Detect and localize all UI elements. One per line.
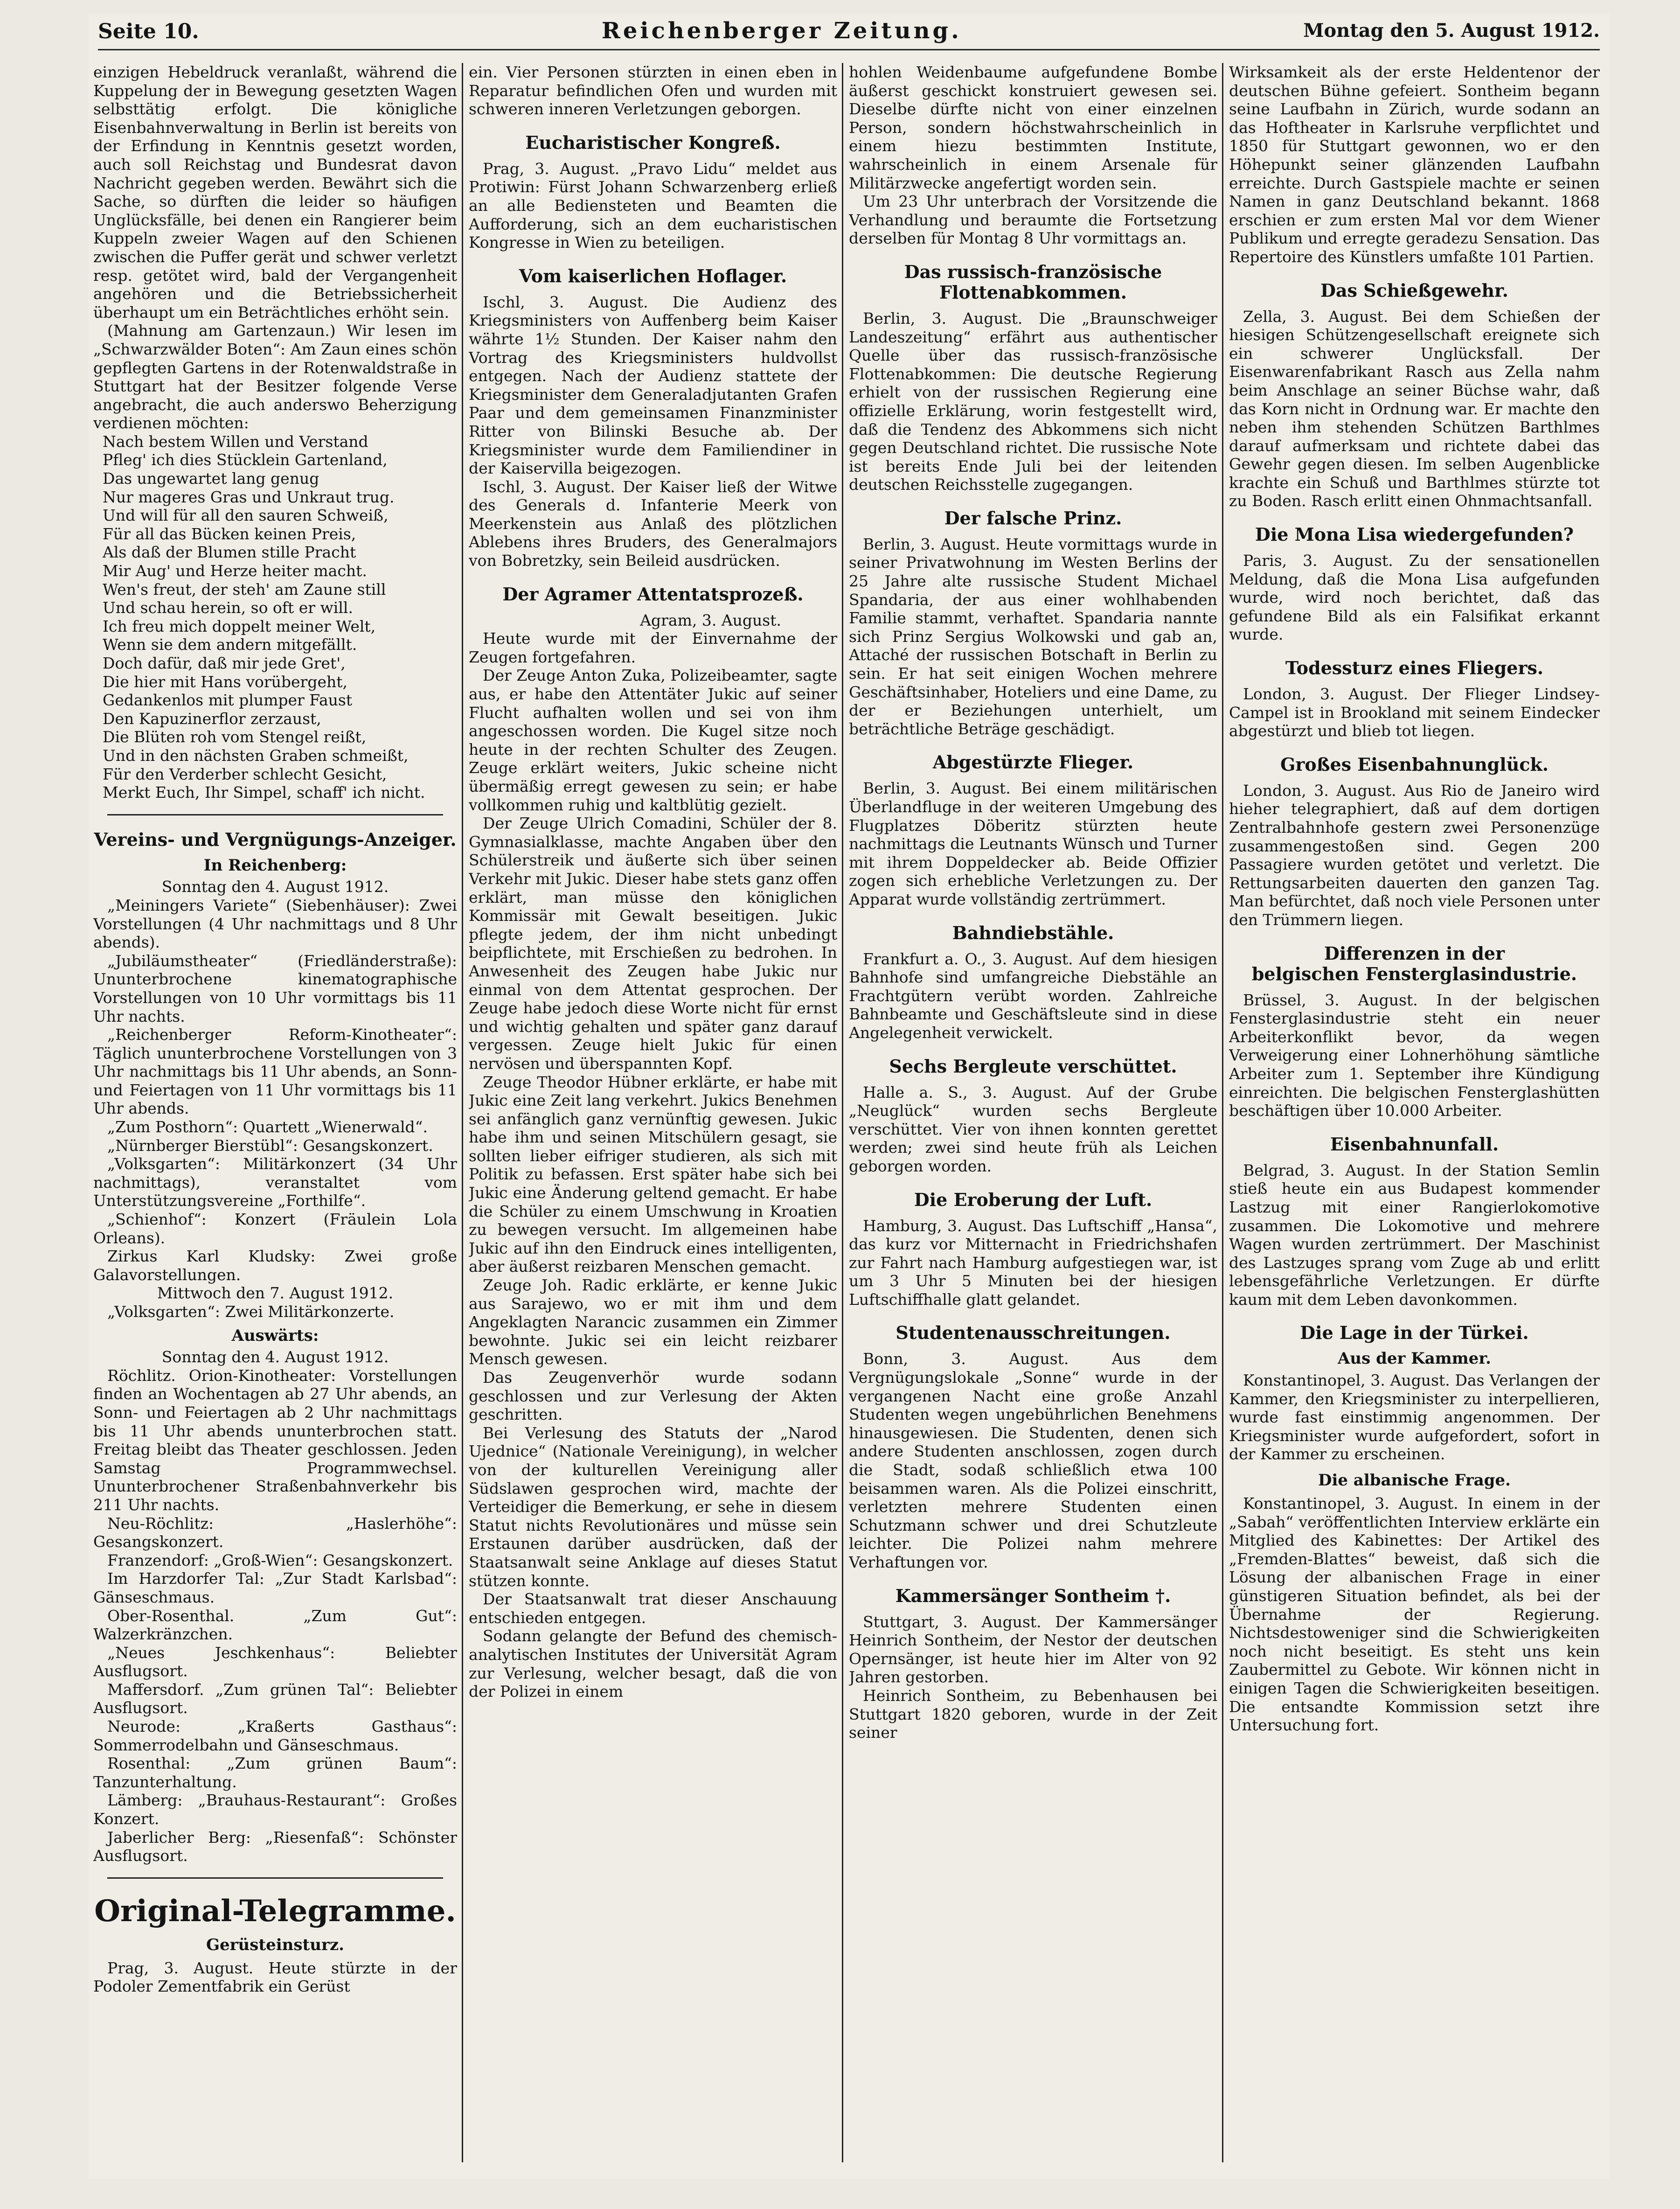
section-divider: [107, 1877, 443, 1879]
article-paragraph: Konstantinopel, 3. August. In einem in der „Sabah“ veröffentlichten Interview erklärte ein Mitglied des Kabinettes: Der Artikel des „Fremden-Blattes“ beweist, daß sich die Lösung der albanischen Frage in einer günstigeren Situation befindet, als bei der Übernahme der Regierung. Nichtsdestoweniger sind die Schwierigkeiten noch nicht beseitigt. Es steht uns kein Zaubermittel zu Gebote. Wir können nicht in einigen Tagen die Schwierigkeiten beseitigen. Die entsandte Kommission setzt ihre Untersuchung fort.: [1229, 1494, 1600, 1735]
poem-line: Mir Aug' und Herze heiter macht.: [103, 562, 367, 580]
article-heading: belgischen Fensterglasindustrie.: [1251, 963, 1577, 984]
column-rule: [462, 63, 463, 2162]
subsection-heading: In Reichenberg:: [203, 856, 347, 875]
event-entry: „Nürnberger Bierstübl“: Gesangskonzert.: [107, 1136, 433, 1155]
newspaper-page: [89, 14, 1609, 2179]
article-heading: Der falsche Prinz.: [944, 507, 1122, 529]
article-heading: Die albanische Frage.: [1318, 1471, 1511, 1490]
article-heading: Vom kaiserlichen Hoflager.: [519, 265, 787, 286]
article-paragraph: Zeuge Joh. Radic erklärte, er kenne Jukic aus Sarajewo, wo er mit ihm und dem Angeklagten Narancic zusammen ein Zimmer bewohnte. Jukic sei ein leicht reizbarer Mensch gewesen.: [469, 1276, 837, 1368]
poem-line: Das ungewartet lang genug: [103, 469, 319, 488]
page-header: [98, 14, 1600, 50]
article-paragraph: Bonn, 3. August. Aus dem Vergnügungslokale „Sonne“ wurde in der vergangenen Nacht eine große Anzahl Studenten wegen ungebührlichen Benehmens hinausgewiesen. Die Studenten, denen sich andere Studenten anschlossen, zogen durch die Stadt, sodaß schließlich etwa 100 beisammen waren. Als die Polizei einschritt, verletzten mehrere Studenten einen Schutzmann schwer und drei Schutzleute leichter. Die Polizei nahm mehrere Verhaftungen vor.: [849, 1350, 1217, 1571]
article-paragraph: Prag, 3. August. „Pravo Lidu“ meldet aus Protiwin: Fürst Johann Schwarzenberg erließ an alle Bediensteten und Beamten die Aufforderung, sich an dem eucharistischen Kongresse in Wien zu beteiligen.: [469, 159, 837, 252]
event-entry: „Jubiläumstheater“ (Friedländerstraße): Ununterbrochene kinematographische Vorstellungen von 10 Uhr vormittags bis 11 Uhr nachts.: [93, 951, 457, 1025]
event-entry: „Neues Jeschkenhaus“: Beliebter Ausflugsort.: [93, 1643, 457, 1680]
poem-line: Merkt Euch, Ihr Simpel, schaff' ich nicht.: [103, 783, 425, 802]
subsection-heading: Aus der Kammer.: [1337, 1349, 1492, 1368]
event-entry: „Volksgarten“: Zwei Militärkonzerte.: [107, 1303, 395, 1321]
poem-line: Die hier mit Hans vorübergeht,: [103, 672, 347, 691]
page-number: Seite 10.: [98, 20, 199, 43]
event-entry: „Reichenberger Reform-Kinotheater“: Täglich ununterbrochene Vorstellungen von 3 Uhr nachmittags bis 11 Uhr abends, an Sonn- und Feiertagen von 11 Uhr vormittags bis 11 Uhr abends.: [93, 1025, 457, 1118]
event-entry: Ober-Rosenthal. „Zum Gut“: Walzerkränzchen.: [93, 1606, 457, 1644]
event-entry: „Schienhof“: Konzert (Fräulein Lola Orleans).: [93, 1210, 457, 1247]
event-date: Mittwoch den 7. August 1912.: [157, 1284, 394, 1303]
event-entry: Lämberg: „Brauhaus-Restaurant“: Großes Konzert.: [93, 1791, 457, 1828]
article-heading: Kammersänger Sontheim †.: [895, 1585, 1171, 1606]
column-rule: [842, 63, 843, 2162]
article-paragraph: Zella, 3. August. Bei dem Schießen der hiesigen Schützengesellschaft ereignete sich ein schwerer Unglücksfall. Der Eisenwarenfabrikant Rasch aus Zella nahm beim Anschlage an seiner Büchse wahr, daß das Korn nicht in Ordnung war. Er machte den neben ihm stehenden Schützen Barthlmes darauf aufmerksam und richtete dabei das Gewehr gegen diesen. Im selben Augenblicke krachte ein Schuß und Barthlmes stürzte tot zu Boden. Rasch erlitt einen Ohnmachtsanfall.: [1229, 307, 1600, 510]
event-entry: Zirkus Karl Kludsky: Zwei große Galavorstellungen.: [93, 1247, 457, 1284]
poem-line: Ich freu mich doppelt meiner Welt,: [103, 617, 376, 635]
article-paragraph: (Mahnung am Gartenzaun.) Wir lesen im „Schwarzwälder Boten“: Am Zaun eines schön gepflegten Gartens in der Rotenwaldstraße in Stuttgart hat der Besitzer folgende Verse angebracht, die auch anderswo Beherzigung verdienen möchten:: [93, 321, 457, 432]
poem-line: Pfleg' ich dies Stücklein Gartenland,: [103, 451, 388, 469]
article-paragraph: Prag, 3. August. Heute stürzte in der Podoler Zementfabrik ein Gerüst: [93, 1958, 457, 1996]
article-paragraph: London, 3. August. Aus Rio de Janeiro wird hieher telegraphiert, daß auf dem dortigen Zentralbahnhofe gestern zwei Personenzüge zusammengestoßen sind. Gegen 200 Passagiere wurden getötet und verletzt. Die Rettungsarbeiten dauerten den ganzen Tag. Man befürchtet, daß noch viele Personen unter den Trümmern liegen.: [1229, 781, 1600, 929]
poem-line: Die Blüten roh vom Stengel reißt,: [103, 728, 367, 746]
article-paragraph: London, 3. August. Der Flieger Lindsey-Campel ist in Brookland mit seinem Eindecker abgestürzt und blieb tot liegen.: [1229, 685, 1600, 740]
poem-line: Gedankenlos mit plumper Faust: [103, 691, 353, 710]
event-entry: Röchlitz. Orion-Kinotheater: Vorstellungen finden an Wochentagen ab 27 Uhr abends, an Sonn- und Feiertagen ab 2 Uhr nachmittags bis 11 Uhr abends ununterbrochen statt. Freitag bleibt das Theater geschlossen. Jeden Samstag Programmwechsel. Ununterbrochener Straßenbahnverkehr bis 211 Uhr nachts.: [93, 1366, 457, 1514]
section-divider: [107, 814, 443, 815]
poem-line: Wenn sie dem andern mitgefällt.: [103, 635, 357, 654]
article-heading: Eucharistischer Kongreß.: [525, 132, 781, 153]
masthead-title: Reichenberger Zeitung.: [602, 18, 962, 44]
event-entry: „Volksgarten“: Militärkonzert (34 Uhr nachmittags), veranstaltet vom Unterstützungsvereine „Forthilfe“.: [93, 1155, 457, 1210]
article-heading: Studentenausschreitungen.: [896, 1322, 1171, 1344]
article-paragraph: einzigen Hebeldruck veranlaßt, während die Kuppelung der in Bewegung gesetzten Wagen selbsttätig erfolgt. Die königliche Eisenbahnverwaltung in Berlin ist bereits von der Erfindung in Kenntnis gesetzt worden, auch soll Reichstag und Bundesrat davon Nachricht gegeben werden. Bewährt sich die Sache, so dürften die leider so häufigen Unglücksfälle, bei denen ein Rangierer beim Kuppeln zweier Wagen auf den Schienen zwischen die Puffer gerät und schwer verletzt resp. getötet wird, bald der Vergangenheit angehören und die Betriebssicherheit überhaupt um ein Beträchtliches erhöht sein.: [93, 63, 457, 321]
article-paragraph: Belgrad, 3. August. In der Station Semlin stieß heute ein aus Budapest kommender Lastzug mit einer Rangierlokomotive zusammen. Die Lokomotive und mehrere Wagen wurden zertrümmert. Der Maschinist des Lastzuges sprang vom Zuge ab und erlitt lebensgefährliche Verletzungen. Er dürfte kaum mit dem Leben davonkommen.: [1229, 1161, 1600, 1309]
article-paragraph: Der Zeuge Ulrich Comadini, Schüler der 8. Gymnasialklasse, machte Angaben über den Schülerstreik und äußerte sich über seinen Verkehr mit Jukic. Dieser habe stets ganz offen erklärt, man müsse den königlichen Kommissär mit Gewalt beseitigen. Jukic pflegte jedem, der ihm nicht unbedingt beipflichtete, mit Erschießen zu bedrohen. In Anwesenheit des Zeugen habe Jukic nur einmal von dem Attentat gesprochen. Der Zeuge habe jedoch diese Worte nicht für ernst und wichtig gehalten und später ganz darauf vergessen. Zeuge hielt Jukic für einen nervösen und überspannten Kopf.: [469, 814, 837, 1073]
event-entry: Im Harzdorfer Tal: „Zur Stadt Karlsbad“: Gänseschmaus.: [93, 1569, 457, 1606]
article-paragraph: ein. Vier Personen stürzten in einen eben in Reparatur befindlichen Ofen und wurden mit schweren inneren Verletzungen geborgen.: [469, 63, 837, 118]
article-paragraph: Paris, 3. August. Zu der sensationellen Meldung, daß die Mona Lisa aufgefunden wurde, wird noch berichtet, daß das gefundene Bild als ein Falsifikat erkannt wurde.: [1229, 551, 1600, 644]
article-heading: Gerüsteinsturz.: [206, 1935, 345, 1954]
article-paragraph: Berlin, 3. August. Heute vormittags wurde in seiner Privatwohnung im Westen Berlins der 25 Jahre alte russische Student Michael Spandaria, der aus einer wohlhabenden Familie stammt, verhaftet. Spandaria nannte sich Prinz Sergius Wolkowski und gab an, Attaché der russischen Botschaft in Berlin zu sein. Er hat seit einigen Wochen mehrere Geschäftsinhaber, Hoteliers und eine Dame, zu der er Beziehungen unterhielt, um beträchtliche Beträge geschädigt.: [849, 535, 1217, 738]
column-1: [93, 63, 457, 2153]
article-paragraph: Wirksamkeit als der erste Heldentenor der deutschen Bühne gefeiert. Sontheim begann seine Laufbahn in Zürich, wurde sodann an das Hoftheater in Karlsruhe verpflichtet und 1850 für Stuttgart gewonnen, wo er den Höhepunkt seiner glänzenden Laufbahn erreichte. Durch Gastspiele machte er seinen Namen in ganz Deutschland bekannt. 1868 erschien er zum ersten Mal vor dem Wiener Publikum und erregte geradezu Sensation. Das Repertoire des Künstlers umfaßte 101 Partien.: [1229, 63, 1600, 266]
article-paragraph: Berlin, 3. August. Bei einem militärischen Überlandfluge in der weiteren Umgebung des Flugplatzes Döberitz stürzten heute nachmittags die Leutnants Wünsch und Turner mit ihrem Doppeldecker ab. Beide Offizier zogen sich erhebliche Verletzungen zu. Der Apparat wurde vollständig zertrümmert.: [849, 779, 1217, 908]
event-date: Sonntag den 4. August 1912.: [161, 1348, 389, 1366]
article-paragraph: Brüssel, 3. August. In der belgischen Fensterglasindustrie steht ein neuer Arbeiterkonflikt bevor, da wegen Verweigerung einer Lohnerhöhung sämtliche Arbeiter zum 1. September ihre Kündigung einreichten. Die belgischen Fensterglashütten beschäftigen über 10.000 Arbeiter.: [1229, 990, 1600, 1120]
article-heading: Die Mona Lisa wiedergefunden?: [1255, 524, 1574, 545]
article-heading: Abgestürzte Flieger.: [932, 752, 1134, 773]
article-heading: Das russisch-französische Flottenabkommen.: [904, 261, 1162, 303]
dateline: Agram, 3. August.: [640, 611, 781, 629]
event-entry: Neurode: „Kraßerts Gasthaus“: Sommerrodelbahn und Gänseschmaus.: [93, 1717, 457, 1754]
article-heading: Eisenbahnunfall.: [1330, 1133, 1499, 1155]
column-2: [469, 63, 837, 2153]
issue-date: Montag den 5. August 1912.: [1303, 20, 1600, 42]
poem-verse: [93, 432, 457, 802]
article-paragraph: Heute wurde mit der Einvernahme der Zeugen fortgefahren.: [469, 629, 837, 666]
article-paragraph: Um 23 Uhr unterbrach der Vorsitzende die Verhandlung und beraumte die Fortsetzung derselben für Montag 8 Uhr vormittags an.: [849, 192, 1217, 248]
article-heading: Die Lage in der Türkei.: [1300, 1322, 1529, 1344]
event-entry: Rosenthal: „Zum grünen Baum“: Tanzunterhaltung.: [93, 1754, 457, 1791]
section-title: Original-Telegramme.: [94, 1893, 456, 1929]
article-paragraph: Heinrich Sontheim, zu Bebenhausen bei Stuttgart 1820 geboren, wurde in der Zeit seiner: [849, 1686, 1217, 1742]
article-heading: Der Agramer Attentatsprozeß.: [502, 583, 804, 605]
column-3: [849, 63, 1217, 2153]
article-paragraph: Berlin, 3. August. Die „Braunschweiger Landeszeitung“ erfährt aus authentischer Quelle über das russisch-französische Flottenabkommen: Die deutsche Regierung erhielt von der russischen Regierung eine offizielle Erklärung, worin festgestellt wird, daß die Tendenz des Abkommens sich nicht gegen Deutschland richtet. Die russische Note ist bereits Ende Juli bei der leitenden deutschen Reichsstelle zugegangen.: [849, 309, 1217, 494]
article-heading: Die Eroberung der Luft.: [914, 1189, 1152, 1210]
article-heading: Bahndiebstähle.: [952, 922, 1114, 943]
article-paragraph: Stuttgart, 3. August. Der Kammersänger Heinrich Sontheim, der Nestor der deutschen Opernsänger, ist heute hier im Alter von 92 Jahren gestorben.: [849, 1612, 1217, 1686]
article-paragraph: Ischl, 3. August. Der Kaiser ließ der Witwe des Generals d. Infanterie Meerk von Meerkenstein aus Anlaß des plötzlichen Ablebens ihres Bruders, des Generalmajors von Bobretzky, sein Beileid ausdrücken.: [469, 477, 837, 570]
article-paragraph: Konstantinopel, 3. August. Das Verlangen der Kammer, den Kriegsminister zu interpellieren, wurde fast einstimmig angenommen. Der Kriegsminister wurde aufgefordert, sofort in der Kammer zu erscheinen.: [1229, 1371, 1600, 1463]
poem-line: Als daß der Blumen stille Pracht: [103, 543, 356, 562]
poem-line: Für all das Bücken keinen Preis,: [103, 524, 356, 543]
article-paragraph: Das Zeugenverhör wurde sodann geschlossen und zur Verlesung der Akten geschritten.: [469, 1368, 837, 1424]
article-paragraph: Halle a. S., 3. August. Auf der Grube „Neuglück“ wurden sechs Bergleute verschüttet. Vier von ihnen konnten gerettet werden; zwei sind heute früh als Leichen geborgen worden.: [849, 1083, 1217, 1175]
article-paragraph: Ischl, 3. August. Die Audienz des Kriegsministers von Auffenberg beim Kaiser währte 1½ Stunden. Der Kaiser nahm den Vortrag des Kriegsministers huldvollst entgegen. Nach der Audienz stattete der Kriegsminister dem Generaladjutanten Grafen Paar und dem gemeinsamen Finanzminister Ritter von Bilinski Besuche ab. Der Kriegsminister wurde dem Familiendiner in der Kaiservilla beigezogen.: [469, 293, 837, 478]
poem-line: Und in den nächsten Graben schmeißt,: [103, 746, 409, 765]
poem-line: Wen's freut, der steh' am Zaune still: [103, 580, 386, 599]
article-paragraph: Der Zeuge Anton Zuka, Polizeibeamter, sagte aus, er habe den Attentäter Jukic auf seiner Flucht aufhalten wollen und sei von ihm angeschossen worden. Die Kugel sitze noch heute in der rechten Schulter des Zeugen. Zeuge erklärt weiters, Jukic scheine nicht übermäßig erregt gewesen zu sein; er habe vollkommen ruhig und kaltblütig gezielt.: [469, 666, 837, 814]
article-paragraph: Sodann gelangte der Befund des chemisch-analytischen Institutes der Universität Agram zur Verlesung, welcher besagt, daß die von der Polizei in einem: [469, 1627, 837, 1701]
article-heading: Das Schießgewehr.: [1320, 279, 1508, 301]
column-4: [1229, 63, 1600, 2153]
article-heading: Großes Eisenbahnunglück.: [1280, 753, 1549, 775]
article-paragraph: hohlen Weidenbaume aufgefundene Bombe äußerst geschickt konstruiert gewesen sei. Dieselbe dürfte nicht von einer einzelnen Person, sondern höchstwahrscheinlich in einem hiezu bestimmten Institute, wahrscheinlich in einem Arsenale für Militärzwecke angefertigt worden sein.: [849, 63, 1217, 192]
poem-line: Den Kapuzinerflor zerzaust,: [103, 709, 321, 728]
section-heading: Vereins- und Vergnügungs-Anzeiger.: [94, 829, 457, 850]
event-entry: Jaberlicher Berg: „Riesenfaß“: Schönster Ausflugsort.: [93, 1828, 457, 1865]
poem-line: Nur mageres Gras und Unkraut trug.: [103, 488, 395, 506]
poem-line: Und schau herein, so oft er will.: [103, 599, 353, 617]
event-entry: Maffersdorf. „Zum grünen Tal“: Beliebter Ausflugsort.: [93, 1680, 457, 1717]
article-paragraph: Hamburg, 3. August. Das Luftschiff „Hansa“, das kurz vor Mitternacht in Friedrichshafen zur Fahrt nach Hamburg aufgestiegen war, ist um 3 Uhr 5 Minuten bei der hiesigen Luftschiffhalle glatt gelandet.: [849, 1216, 1217, 1309]
event-entry: „Zum Posthorn“: Quartett „Wienerwald“.: [107, 1118, 428, 1136]
article-heading: Sechs Bergleute verschüttet.: [889, 1055, 1177, 1077]
subsection-heading: Auswärts:: [231, 1326, 319, 1345]
poem-line: Für den Verderber schlecht Gesicht,: [103, 765, 387, 783]
article-paragraph: Zeuge Theodor Hübner erklärte, er habe mit Jukic eine Zeit lang verkehrt. Jukics Benehmen sei anfänglich ganz vernünftig gewesen. Jukic habe ihm und seinen Mitschülern gesagt, sie sollten lieber eifriger studieren, als sich mit Politik zu befassen. Erst später habe sich bei Jukic eine Änderung geltend gemacht. Er habe die Schüler zu einem Umschwung in Kroatien zu bewegen versucht. Im allgemeinen habe Jukic auf ihn den Eindruck eines intelligenten, aber äußerst reizbaren Menschen gemacht.: [469, 1073, 837, 1276]
event-entry: Franzendorf: „Groß-Wien“: Gesangskonzert.: [107, 1551, 453, 1569]
article-paragraph: Bei Verlesung des Statuts der „Narod Ujednice“ (Nationale Vereinigung), in welcher von der kulturellen Vereinigung aller Südslawen gesprochen wird, machte der Verteidiger die Bemerkung, er sehe in diesem Statut nichts Revolutionäres und müsse sein Erstaunen darüber ausdrücken, daß der Staatsanwalt seine Anklage auf dieses Statut stützen konnte.: [469, 1423, 837, 1590]
article-paragraph: Der Staatsanwalt trat dieser Anschauung entschieden entgegen.: [469, 1590, 837, 1627]
article-heading: Todessturz eines Fliegers.: [1285, 657, 1544, 679]
article-heading: Differenzen in der: [1324, 942, 1505, 964]
poem-line: Nach bestem Willen und Verstand: [103, 432, 368, 451]
event-date: Sonntag den 4. August 1912.: [161, 878, 389, 896]
poem-line: Und will für all den sauren Schweiß,: [103, 506, 389, 525]
event-entry: „Meiningers Variete“ (Siebenhäuser): Zwei Vorstellungen (4 Uhr nachmittags und 8 Uhr abends).: [93, 896, 457, 952]
poem-line: Doch dafür, daß mir jede Gret',: [103, 654, 346, 672]
event-entry: Neu-Röchlitz: „Haslerhöhe“: Gesangskonzert.: [93, 1514, 457, 1551]
column-rule: [1222, 63, 1223, 2162]
article-paragraph: Frankfurt a. O., 3. August. Auf dem hiesigen Bahnhofe sind umfangreiche Diebstähle an Frachtgütern verübt worden. Zahlreiche Bahnbeamte und Geschäftsleute sind in diese Angelegenheit verwickelt.: [849, 949, 1217, 1042]
